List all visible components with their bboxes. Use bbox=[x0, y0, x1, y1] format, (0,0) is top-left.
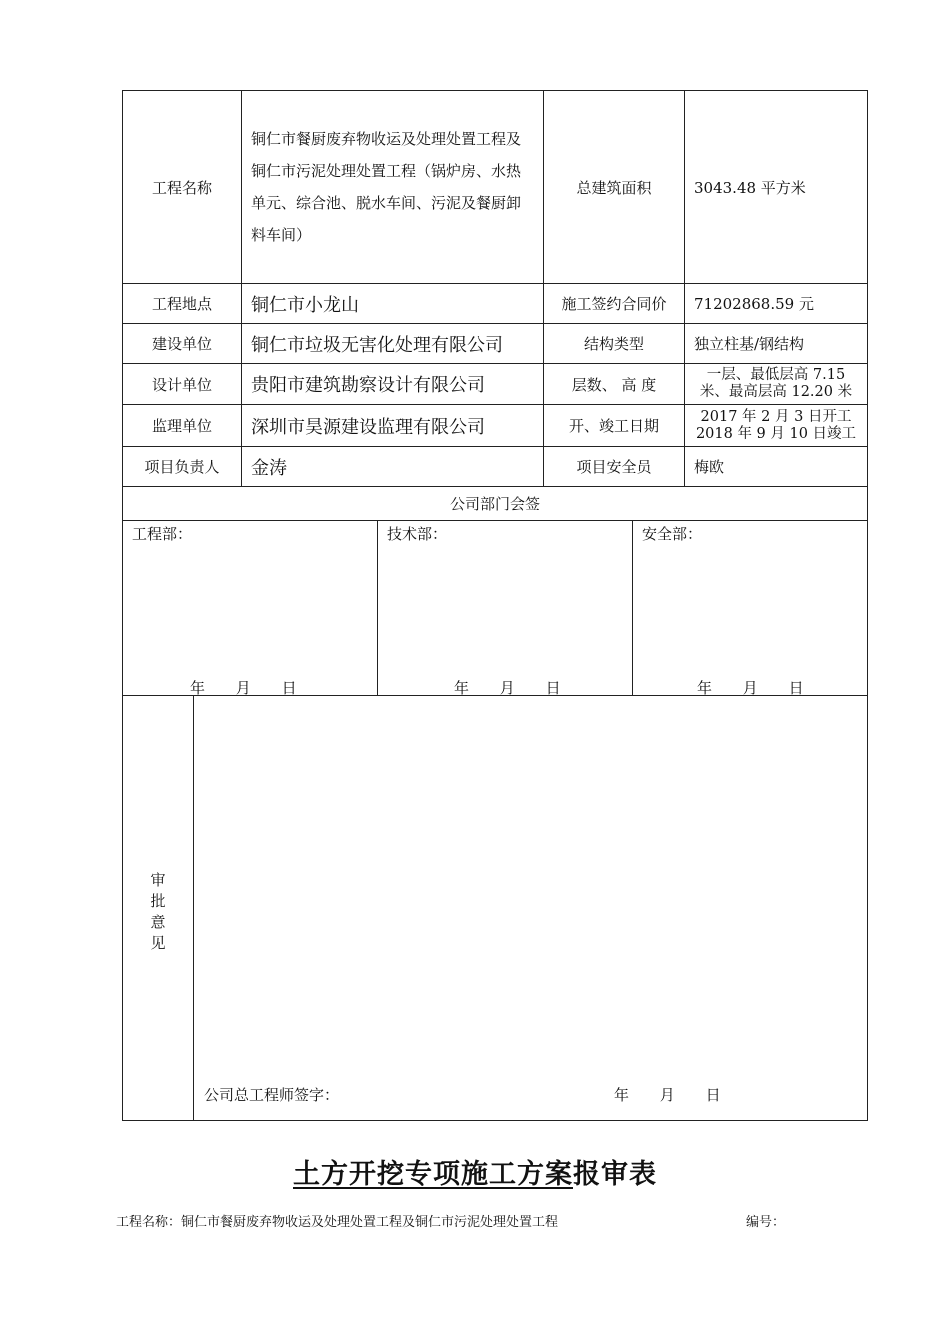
date-year: 年 bbox=[614, 1086, 630, 1104]
date-month: 月 bbox=[742, 679, 758, 697]
label-project-location bbox=[123, 284, 241, 323]
approval-label-char: 见 bbox=[150, 934, 166, 952]
date-day: 日 bbox=[788, 679, 804, 697]
date-day: 日 bbox=[281, 679, 297, 697]
approval-label-char: 审 bbox=[150, 871, 166, 889]
value-text: 独立柱基/钢结构 bbox=[694, 335, 805, 353]
table-border-right bbox=[867, 90, 868, 1121]
countersign-title bbox=[123, 487, 867, 520]
dept-engineering-label: 工程部： bbox=[132, 525, 193, 543]
label-text: 项目安全员 bbox=[576, 458, 652, 476]
label-construction-unit bbox=[123, 324, 241, 363]
col-divider bbox=[377, 520, 378, 696]
approval-label-char: 批 bbox=[150, 892, 166, 910]
label-text: 项目负责人 bbox=[144, 458, 220, 476]
label-text: 工程名称 bbox=[151, 178, 212, 197]
value-text: 梅欧 bbox=[694, 458, 725, 476]
value-text: 3043.48 平方米 bbox=[694, 178, 806, 197]
next-form-title-rest: 报审表 bbox=[573, 1159, 657, 1190]
value-text-line2: 米、最高层高 12.20 米 bbox=[699, 384, 853, 400]
value-floors-height bbox=[685, 364, 867, 404]
value-project-location bbox=[242, 284, 543, 323]
label-start-end-date bbox=[544, 405, 684, 446]
dept-technology-date bbox=[454, 677, 561, 698]
value-text-line1: 2017 年 2 月 3 日开工 bbox=[700, 408, 852, 425]
value-start-end-date bbox=[685, 405, 867, 446]
next-form-title-underlined: 土方开挖专项施工方案 bbox=[293, 1159, 573, 1190]
value-text: 71202868.59 元 bbox=[694, 295, 814, 313]
label-text: 开、竣工日期 bbox=[568, 417, 659, 435]
date-year: 年 bbox=[454, 679, 470, 697]
date-month: 月 bbox=[499, 679, 515, 697]
label-contract-price bbox=[544, 284, 684, 323]
label-supervision-unit bbox=[123, 405, 241, 446]
value-text: 铜仁市餐厨废弃物收运及处理处置工程及铜仁市污泥处理处置工程（锅炉房、水热单元、综合池、脱水车间、污泥及餐厨卸料车间） bbox=[251, 130, 522, 244]
value-structure-type bbox=[685, 324, 867, 363]
value-safety-officer bbox=[685, 447, 867, 486]
next-form-title bbox=[0, 1152, 950, 1191]
approval-date bbox=[614, 1084, 721, 1105]
label-safety-officer bbox=[544, 447, 684, 486]
date-month: 月 bbox=[659, 1086, 675, 1104]
value-project-name bbox=[242, 91, 543, 283]
value-text: 铜仁市垃圾无害化处理有限公司 bbox=[251, 334, 503, 356]
label-design-unit bbox=[123, 364, 241, 404]
label-project-name bbox=[123, 91, 241, 283]
dept-technology-label: 技术部： bbox=[387, 525, 448, 543]
date-day: 日 bbox=[545, 679, 561, 697]
dept-engineering-date bbox=[190, 677, 297, 698]
label-text: 工程地点 bbox=[151, 295, 212, 313]
approval-label bbox=[148, 870, 168, 954]
label-text: 层数、 高 度 bbox=[571, 375, 657, 394]
value-design-unit bbox=[242, 364, 543, 404]
row-divider bbox=[122, 520, 868, 521]
label-text: 结构类型 bbox=[583, 335, 644, 353]
value-supervision-unit bbox=[242, 405, 543, 446]
value-construction-unit bbox=[242, 324, 543, 363]
label-text: 建设单位 bbox=[151, 335, 212, 353]
value-text: 贵阳市建筑勘察设计有限公司 bbox=[251, 375, 485, 396]
label-text: 监理单位 bbox=[151, 417, 212, 435]
dept-safety-date bbox=[697, 677, 804, 698]
label-text: 施工签约合同价 bbox=[561, 295, 667, 313]
dept-safety-label: 安全部： bbox=[642, 525, 703, 543]
value-text: 金涛 bbox=[251, 457, 287, 479]
date-month: 月 bbox=[235, 679, 251, 697]
label-structure-type bbox=[544, 324, 684, 363]
table-border-bottom bbox=[122, 1120, 868, 1121]
value-text: 铜仁市小龙山 bbox=[251, 294, 359, 316]
value-project-manager bbox=[242, 447, 543, 486]
date-year: 年 bbox=[697, 679, 713, 697]
countersign-title-text: 公司部门会签 bbox=[449, 495, 540, 513]
col-divider bbox=[193, 695, 194, 1121]
next-form-project-name: 工程名称：铜仁市餐厨废弃物收运及处理处置工程及铜仁市污泥处理处置工程 bbox=[116, 1215, 559, 1230]
value-contract-price bbox=[685, 284, 867, 323]
date-year: 年 bbox=[190, 679, 206, 697]
date-day: 日 bbox=[705, 1086, 721, 1104]
approval-label-char: 意 bbox=[150, 913, 166, 931]
label-total-area bbox=[544, 91, 684, 283]
next-form-number: 编号： bbox=[746, 1215, 786, 1230]
value-text-line1: 一层、最低层高 7.15 bbox=[706, 367, 846, 383]
label-floors-height bbox=[544, 364, 684, 404]
chief-engineer-signature-label: 公司总工程师签字： bbox=[204, 1086, 340, 1104]
value-text: 深圳市昊源建设监理有限公司 bbox=[251, 416, 485, 438]
label-text: 总建筑面积 bbox=[576, 178, 652, 197]
col-divider bbox=[632, 520, 633, 696]
label-project-manager bbox=[123, 447, 241, 486]
value-text-line2: 2018 年 9 月 10 日竣工 bbox=[695, 425, 857, 442]
value-total-area bbox=[685, 91, 867, 283]
label-text: 设计单位 bbox=[151, 375, 212, 394]
